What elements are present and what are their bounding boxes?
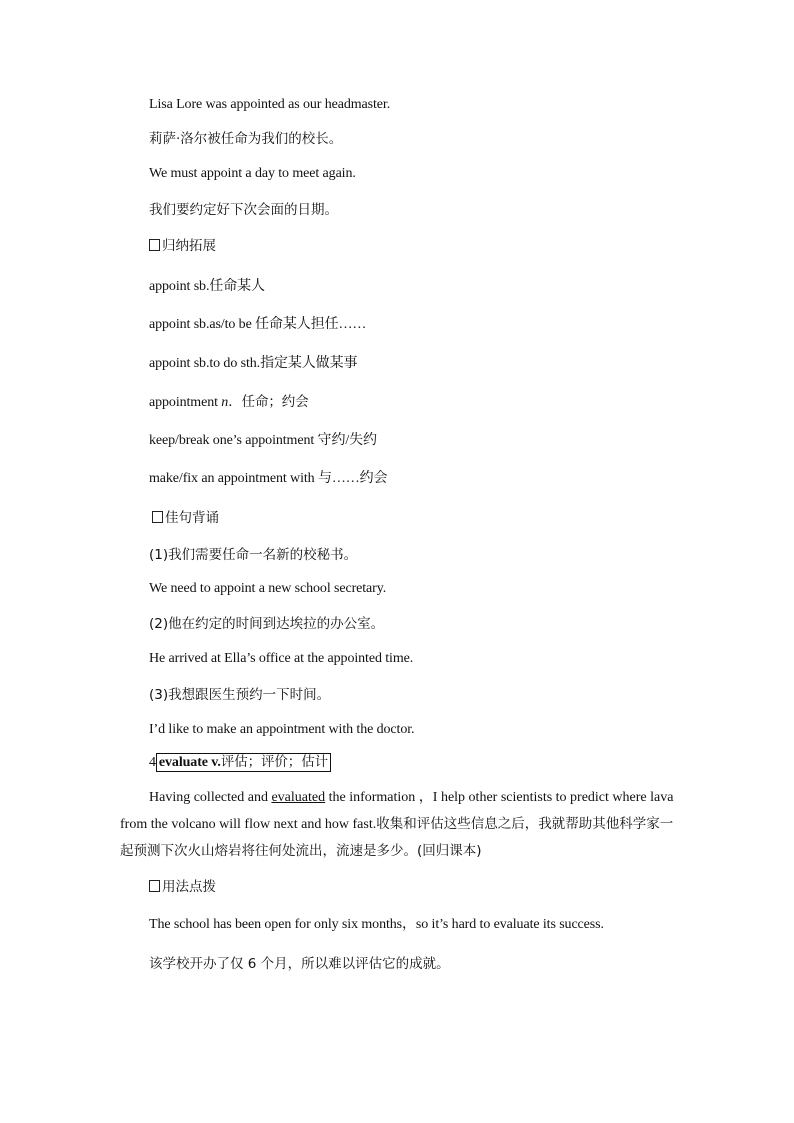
vocab-headword: evaluate v.	[158, 755, 221, 770]
square-bullet-icon	[149, 239, 160, 251]
phrase-4-word: appointment	[149, 395, 222, 410]
vocab-entry-heading	[149, 753, 331, 773]
phrase-4	[149, 392, 309, 413]
numbered-sentence-en-3: I’d like to make an appointment with the doctor.	[149, 722, 415, 737]
paragraph-text-2: the information ，I help other scientists to predict where lava from the volcano will flow next and how fast.	[120, 790, 674, 832]
usage-example-en: The school has been open for only six months，so it’s hard to evaluate its success.	[149, 917, 604, 932]
phrase-4-pos: n	[221, 395, 229, 410]
phrase-5: keep/break one’s appointment 守约/失约	[149, 433, 377, 448]
section-heading-label: 用法点拨	[162, 879, 216, 895]
paragraph-underlined-word: evaluated	[271, 790, 326, 805]
square-bullet-icon	[149, 880, 160, 892]
vocab-entry-number: 4	[149, 755, 156, 770]
section-heading-usage	[149, 877, 216, 897]
example-sentence-en-2: We must appoint a day to meet again.	[149, 166, 356, 181]
vocab-definition: 评估；评价；估计	[220, 754, 329, 770]
section-heading-label: 归纳拓展	[162, 238, 216, 254]
section-heading-summary	[149, 236, 216, 256]
phrase-1: appoint sb.任命某人	[149, 279, 265, 294]
numbered-sentence-en-2: He arrived at Ella’s office at the appointed time.	[149, 651, 414, 666]
numbered-sentence-zh-2: (2)他在约定的时间到达埃拉的办公室。	[149, 616, 385, 632]
example-sentence-zh-2: 我们要约定好下次会面的日期。	[149, 202, 338, 218]
phrase-6: make/fix an appointment with 与……约会	[149, 471, 388, 486]
square-bullet-icon	[152, 511, 163, 523]
phrase-3: appoint sb.to do sth.指定某人做某事	[149, 356, 358, 371]
section-heading-label: 佳句背诵	[165, 510, 219, 526]
example-sentence-en-1: Lisa Lore was appointed as our headmaster.	[149, 97, 391, 112]
paragraph-translation: 收集和评估这些信息之后，我就帮助其他科学家一起预测下次火山熔岩将往何处流出，流速是多少。(回归课本)	[120, 816, 674, 859]
numbered-sentence-en-1: We need to appoint a new school secretary.	[149, 581, 387, 596]
usage-example-zh: 该学校开办了仅 6 个月，所以难以评估它的成就。	[149, 956, 450, 972]
textbook-paragraph	[120, 785, 680, 865]
numbered-sentence-zh-3: (3)我想跟医生预约一下时间。	[149, 687, 331, 703]
section-heading-sentences	[152, 508, 219, 528]
example-sentence-zh-1: 莉萨·洛尔被任命为我们的校长。	[149, 131, 343, 147]
phrase-4-definition: ．任命；约会	[228, 394, 309, 410]
vocab-entry-box	[156, 753, 331, 772]
numbered-sentence-zh-1: (1)我们需要任命一名新的校秘书。	[149, 547, 358, 563]
paragraph-text-1: Having collected and	[149, 790, 272, 805]
phrase-2: appoint sb.as/to be 任命某人担任……	[149, 317, 367, 332]
